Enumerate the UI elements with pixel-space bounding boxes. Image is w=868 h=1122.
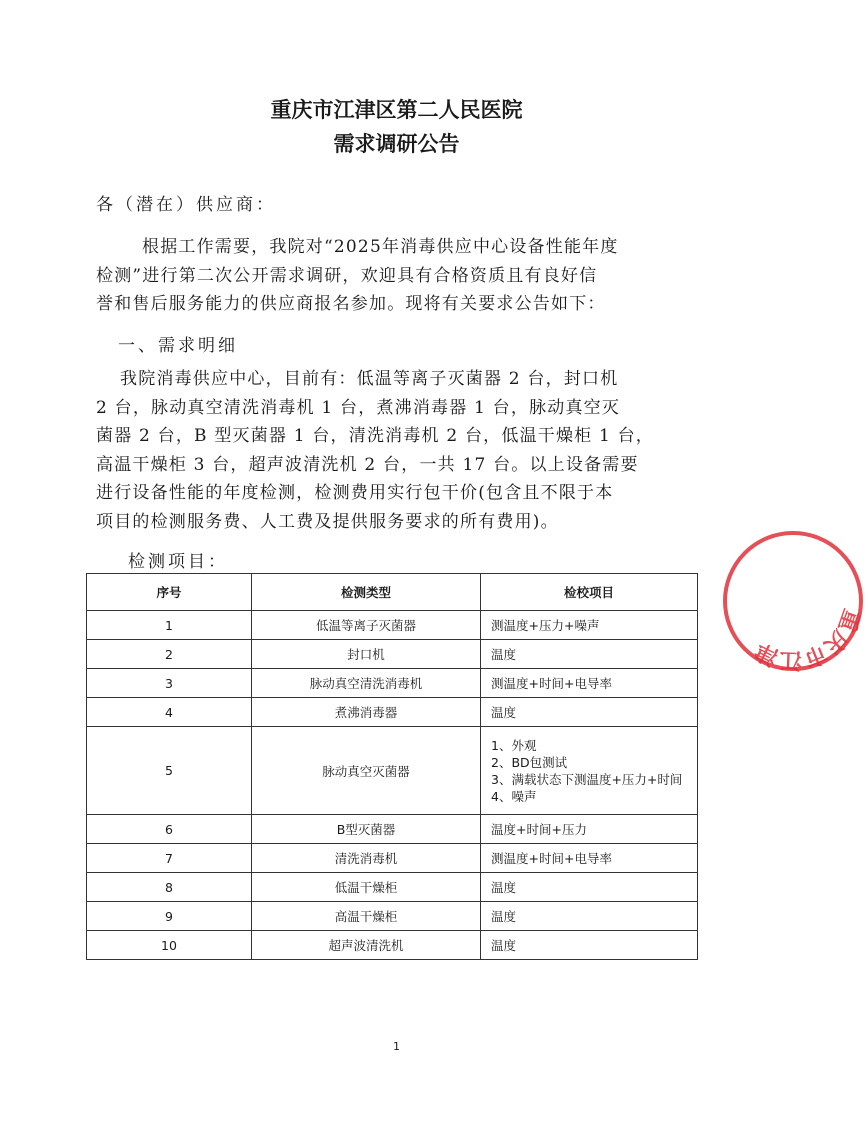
cell-type: 高温干燥柜	[252, 902, 481, 931]
intro-paragraph	[96, 233, 716, 319]
detail-line: 2 台，脉动真空清洗消毒机 1 台，煮沸消毒器 1 台，脉动真空灭	[96, 397, 621, 418]
table-row	[87, 902, 698, 931]
table-row	[87, 669, 698, 698]
section-heading: 一、需求明细	[118, 336, 238, 356]
header-type: 检测类型	[252, 574, 481, 611]
table-row	[87, 611, 698, 640]
cell-no: 5	[87, 727, 252, 815]
cell-type: 封口机	[252, 640, 481, 669]
cell-no: 4	[87, 698, 252, 727]
cell-no: 1	[87, 611, 252, 640]
table-row	[87, 727, 698, 815]
svg-text:重庆市江津: 重庆市江津	[751, 605, 865, 674]
cell-type: B型灭菌器	[252, 815, 481, 844]
table-row	[87, 844, 698, 873]
cell-no: 9	[87, 902, 252, 931]
cell-items: 测温度+时间+电导率	[481, 669, 698, 698]
item-line: 3、满载状态下测温度+压力+时间	[491, 771, 683, 787]
intro-line: 根据工作需要，我院对“2025年消毒供应中心设备性能年度	[142, 237, 619, 257]
cell-items: 测温度+压力+噪声	[481, 611, 698, 640]
table-header-row	[87, 574, 698, 611]
item-line: 2、BD包测试	[491, 754, 568, 770]
cell-items: 温度	[481, 873, 698, 902]
cell-type: 脉动真空清洗消毒机	[252, 669, 481, 698]
cell-no: 7	[87, 844, 252, 873]
cell-type: 清洗消毒机	[252, 844, 481, 873]
cell-items: 温度	[481, 931, 698, 960]
items-label: 检测项目：	[128, 552, 228, 572]
page-number: 1	[393, 1040, 400, 1053]
cell-items: 温度	[481, 698, 698, 727]
table-row	[87, 640, 698, 669]
detail-line: 我院消毒供应中心，目前有：低温等离子灭菌器 2 台，封口机	[120, 369, 619, 389]
cell-no: 3	[87, 669, 252, 698]
cell-type: 低温等离子灭菌器	[252, 611, 481, 640]
cell-no: 8	[87, 873, 252, 902]
table-row	[87, 815, 698, 844]
item-line: 4、噪声	[491, 788, 537, 804]
table-row	[87, 698, 698, 727]
cell-items: 温度	[481, 640, 698, 669]
cell-no: 6	[87, 815, 252, 844]
cell-no: 10	[87, 931, 252, 960]
salutation: 各（潜在）供应商：	[96, 195, 276, 215]
official-seal-icon	[718, 526, 868, 676]
cell-no: 2	[87, 640, 252, 669]
cell-type: 低温干燥柜	[252, 873, 481, 902]
cell-items: 测温度+时间+电导率	[481, 844, 698, 873]
header-items: 检校项目	[481, 574, 698, 611]
document-subtitle: 需求调研公告	[333, 131, 460, 156]
cell-type: 脉动真空灭菌器	[252, 727, 481, 815]
intro-line: 检测”进行第二次公开需求调研，欢迎具有合格资质且有良好信	[96, 265, 598, 286]
detail-line: 进行设备性能的年度检测，检测费用实行包干价(包含且不限于本	[96, 483, 614, 503]
table-row	[87, 931, 698, 960]
cell-items: 温度+时间+压力	[481, 815, 698, 844]
header-no: 序号	[87, 574, 252, 611]
intro-line: 誉和售后服务能力的供应商报名参加。现将有关要求公告如下：	[96, 294, 606, 314]
detail-line: 项目的检测服务费、人工费及提供服务要求的所有费用)。	[96, 511, 559, 532]
cell-type: 煮沸消毒器	[252, 698, 481, 727]
table-row	[87, 873, 698, 902]
detail-line: 菌器 2 台，B 型灭菌器 1 台，清洗消毒机 2 台，低温干燥柜 1 台，	[96, 426, 654, 446]
inspection-table	[86, 573, 698, 960]
detail-line: 高温干燥柜 3 台，超声波清洗机 2 台，一共 17 台。以上设备需要	[96, 454, 639, 475]
document-title: 重庆市江津区第二人民医院	[270, 97, 523, 122]
detail-paragraph	[96, 365, 716, 536]
item-line: 1、外观	[491, 737, 537, 753]
cell-items	[481, 727, 698, 815]
cell-type: 超声波清洗机	[252, 931, 481, 960]
cell-items: 温度	[481, 902, 698, 931]
